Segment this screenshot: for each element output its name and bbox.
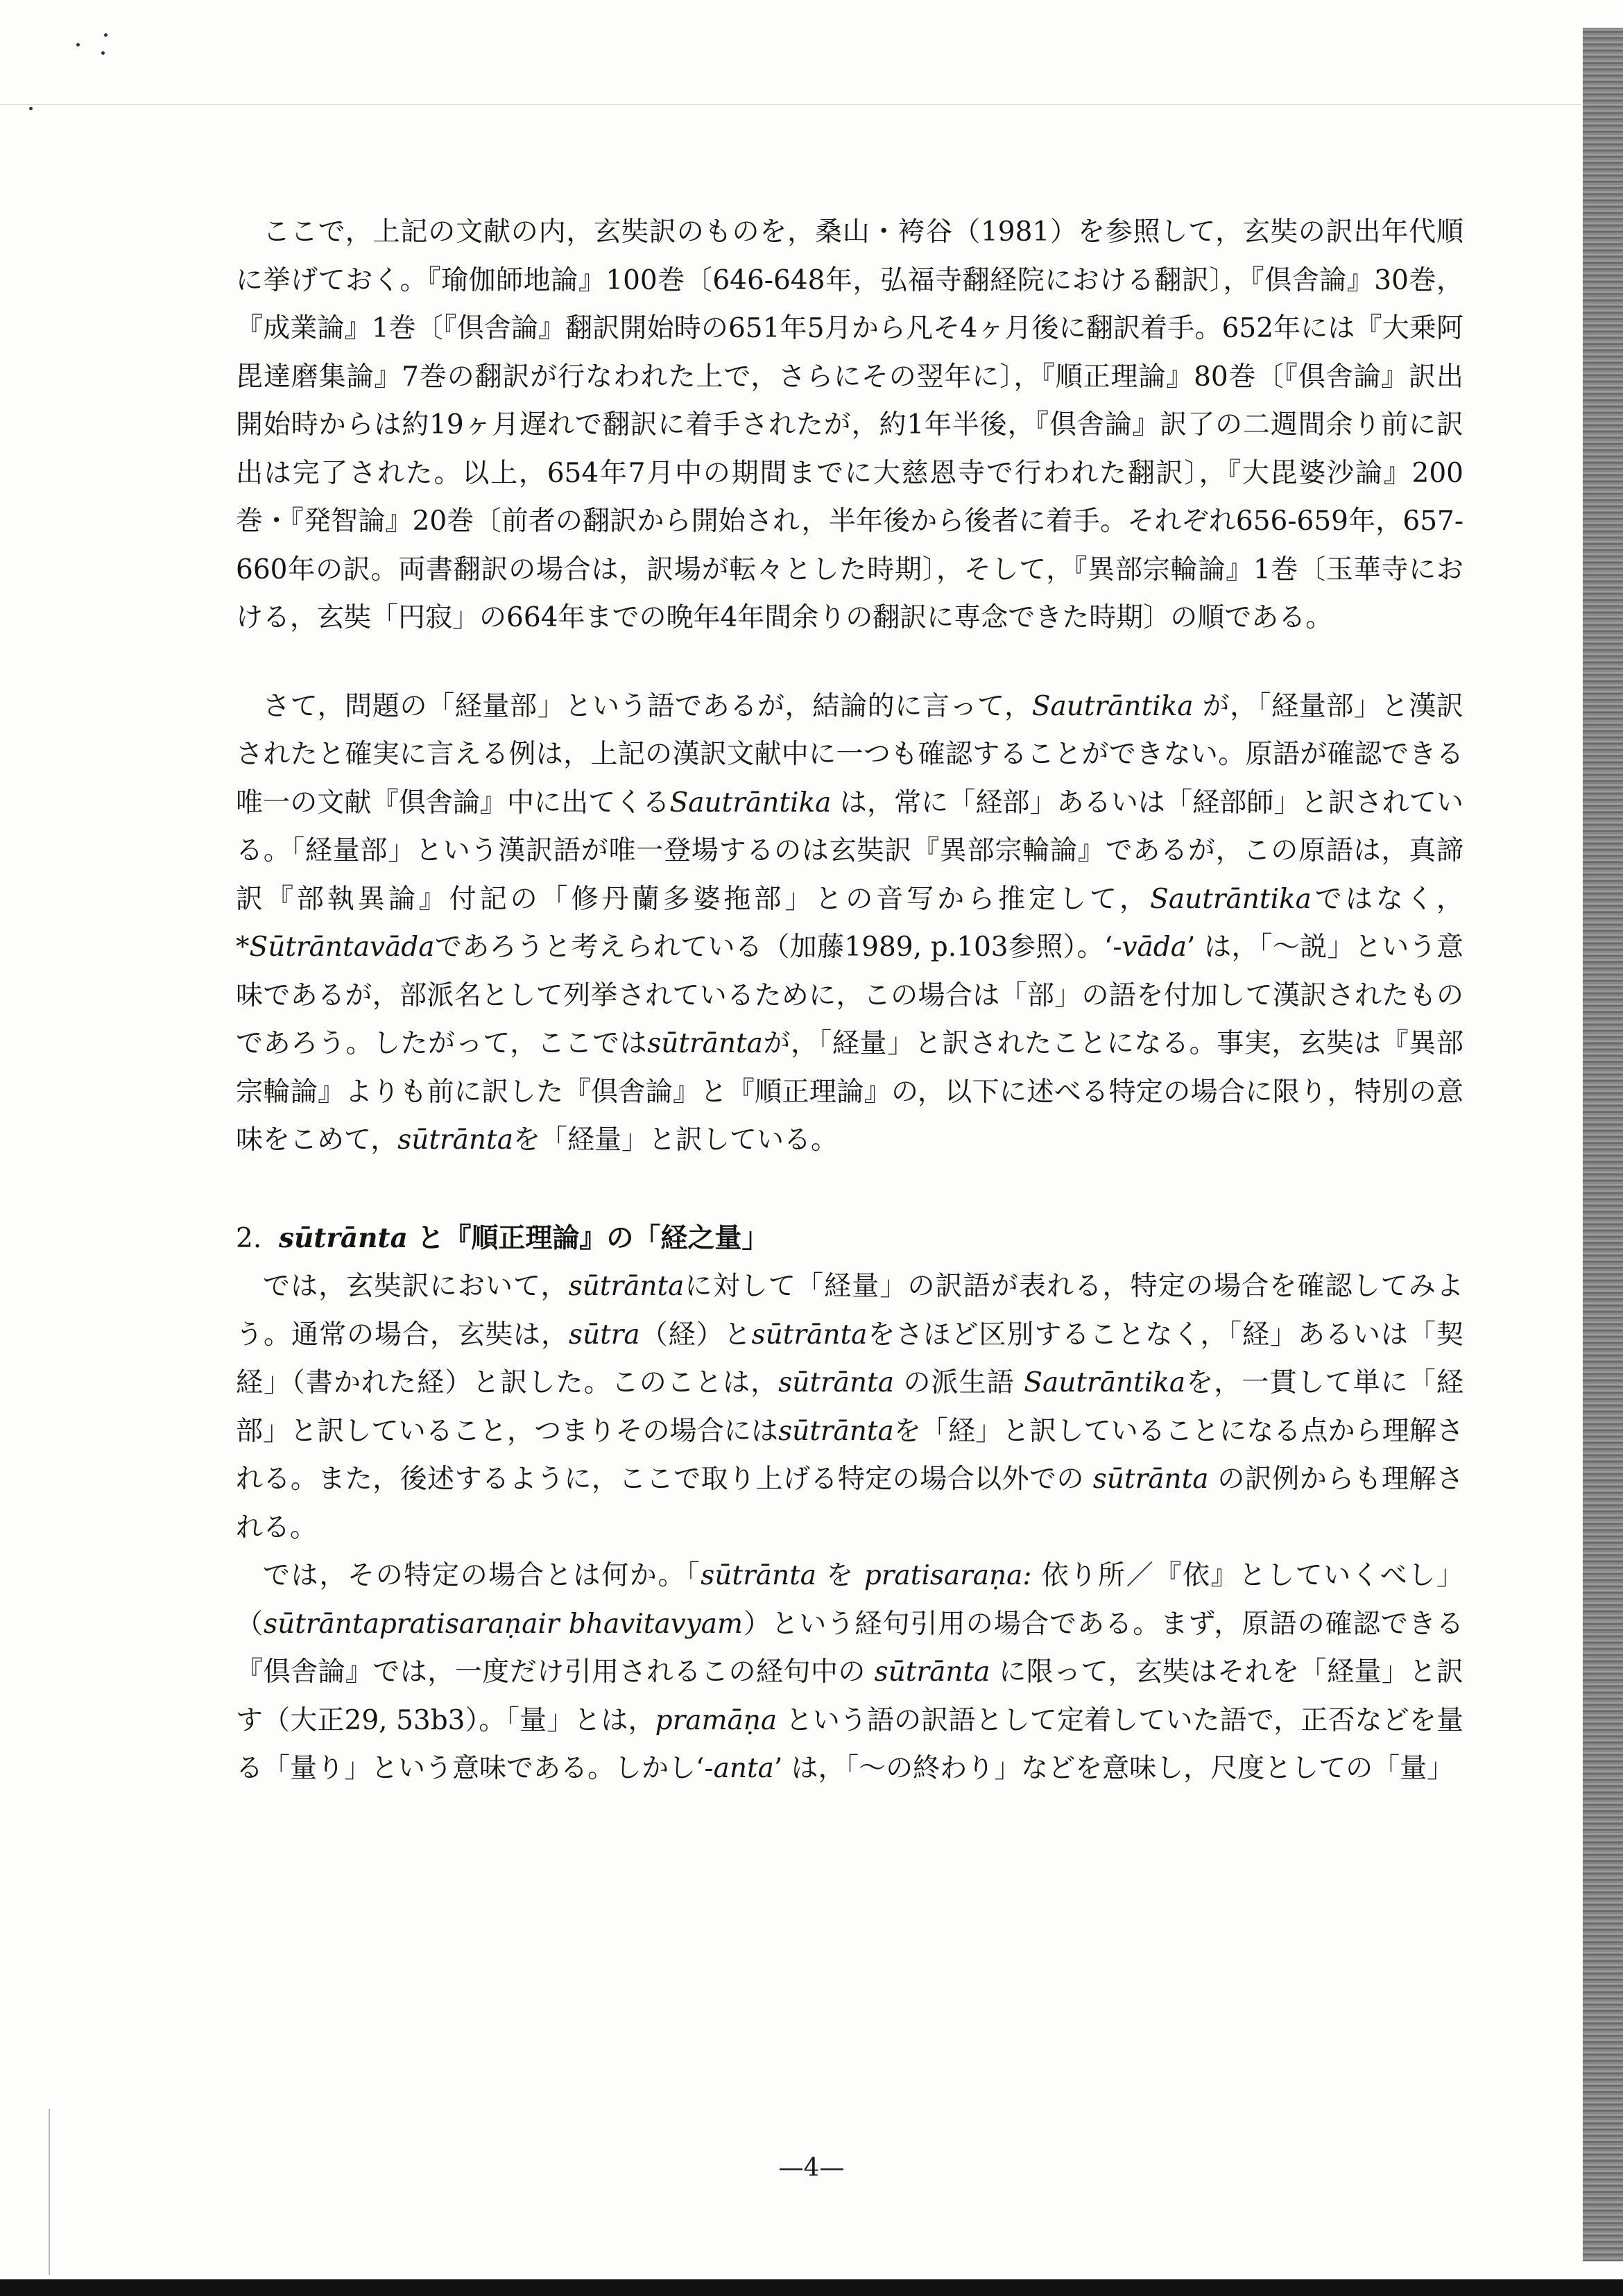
section-heading-term: sūtrānta [279,1222,408,1254]
page-body [236,208,1463,1793]
scan-speck [104,33,108,37]
scan-speck [76,43,80,46]
scan-speck [29,107,33,110]
paragraph-keiryo-translation: では，玄奘訳において，sūtrāntaに対して「経量」の訳語が表れる，特定の場合を確認してみよう。通常の場合，玄奘は，sūtra（経）とsūtrāntaをさほど区別することなく，「経」あるいは「契経」（書かれた経）と訳した。このことは，sūtrānta の派生語 Sautrāntikaを，一貫して単に「経部」と訳していること，つまりその場合にはsūtrāntaを「経」と訳していることになる点から理解される。また，後述するように，ここで取り上げる特定の場合以外での sūtrānta の訳例からも理解される。 [236,1271,1463,1543]
section-heading [236,1215,1463,1263]
section-number: 2. [236,1222,262,1254]
section-heading-text: と『順正理論』の「経之量」 [407,1222,769,1254]
scan-top-line [0,104,1581,105]
scan-right-edge [1583,28,1623,2261]
scan-speck [101,51,105,55]
page-number: —4— [778,2154,845,2182]
scan-left-mark [49,2109,50,2275]
paragraph-translation-chronology: ここで，上記の文献の内，玄奘訳のものを，桑山・袴谷（1981）を参照して，玄奘の訳出年代順に挙げておく。『瑜伽師地論』100巻〔646-648年，弘福寺翻経院における翻訳〕，『倶舎論』30巻，『成業論』1巻〔『倶舎論』翻訳開始時の651年5月から凡そ4ヶ月後に翻訳着手。652年には『大乗阿毘達磨集論』7巻の翻訳が行なわれた上で，さらにその翌年に〕，『順正理論』80巻〔『倶舎論』訳出開始時からは約19ヶ月遅れで翻訳に着手されたが，約1年半後，『倶舎論』訳了の二週間余り前に訳出は完了された。以上，654年7月中の期間までに大慈恩寺で行われた翻訳〕，『大毘婆沙論』200巻・『発智論』20巻〔前者の翻訳から開始され，半年後から後者に着手。それぞれ656-659年，657-660年の訳。両書翻訳の場合は，訳場が転々とした時期〕，そして，『異部宗輪論』1巻〔玉華寺における，玄奘「円寂」の664年までの晩年4年間余りの翻訳に専念できた時期〕の順である。 [236,216,1463,633]
paragraph-specific-case: では，その特定の場合とは何か。「sūtrānta を pratisaraṇa: 依り所／『依』としていくべし」（sūtrāntapratisaraṇair bhavitavyam）という経句引用の場合である。まず，原語の確認できる『倶舎論』では，一度だけ引用されるこの経句中の sūtrānta に限って，玄奘はそれを「経量」と訳す（大正29, 53b3）。「量」とは，pramāṇa という語の訳語として定着していた語で，正否などを量る「量り」という意味である。しかし‘-anta’ は，「～の終わり」などを意味し，尺度としての「量」 [236,1560,1463,1784]
paragraph-sautrantika-term: さて，問題の「経量部」という語であるが，結論的に言って，Sautrāntika が，「経量部」と漢訳されたと確実に言える例は，上記の漢訳文献中に一つも確認することができない。原語が確認できる唯一の文献『倶舎論』中に出てくるSautrāntika は，常に「経部」あるいは「経部師」と訳されている。「経量部」という漢訳語が唯一登場するのは玄奘訳『異部宗輪論』であるが，この原語は，真諦訳『部執異論』付記の「修丹蘭多婆拖部」との音写から推定して，Sautrāntikaではなく，*Sūtrāntavādaであろうと考えられている（加藤1989, p.103参照）。‘-vāda’ は，「～説」という意味であるが，部派名として列挙されているために，この場合は「部」の語を付加して漢訳されたものであろう。したがって，ここではsūtrāntaが，「経量」と訳されたことになる。事実，玄奘は『異部宗輪論』よりも前に訳した『倶舎論』と『順正理論』の，以下に述べる特定の場合に限り，特別の意味をこめて，sūtrāntaを「経量」と訳している。 [236,690,1464,1156]
scan-bottom-edge [0,2279,1623,2296]
